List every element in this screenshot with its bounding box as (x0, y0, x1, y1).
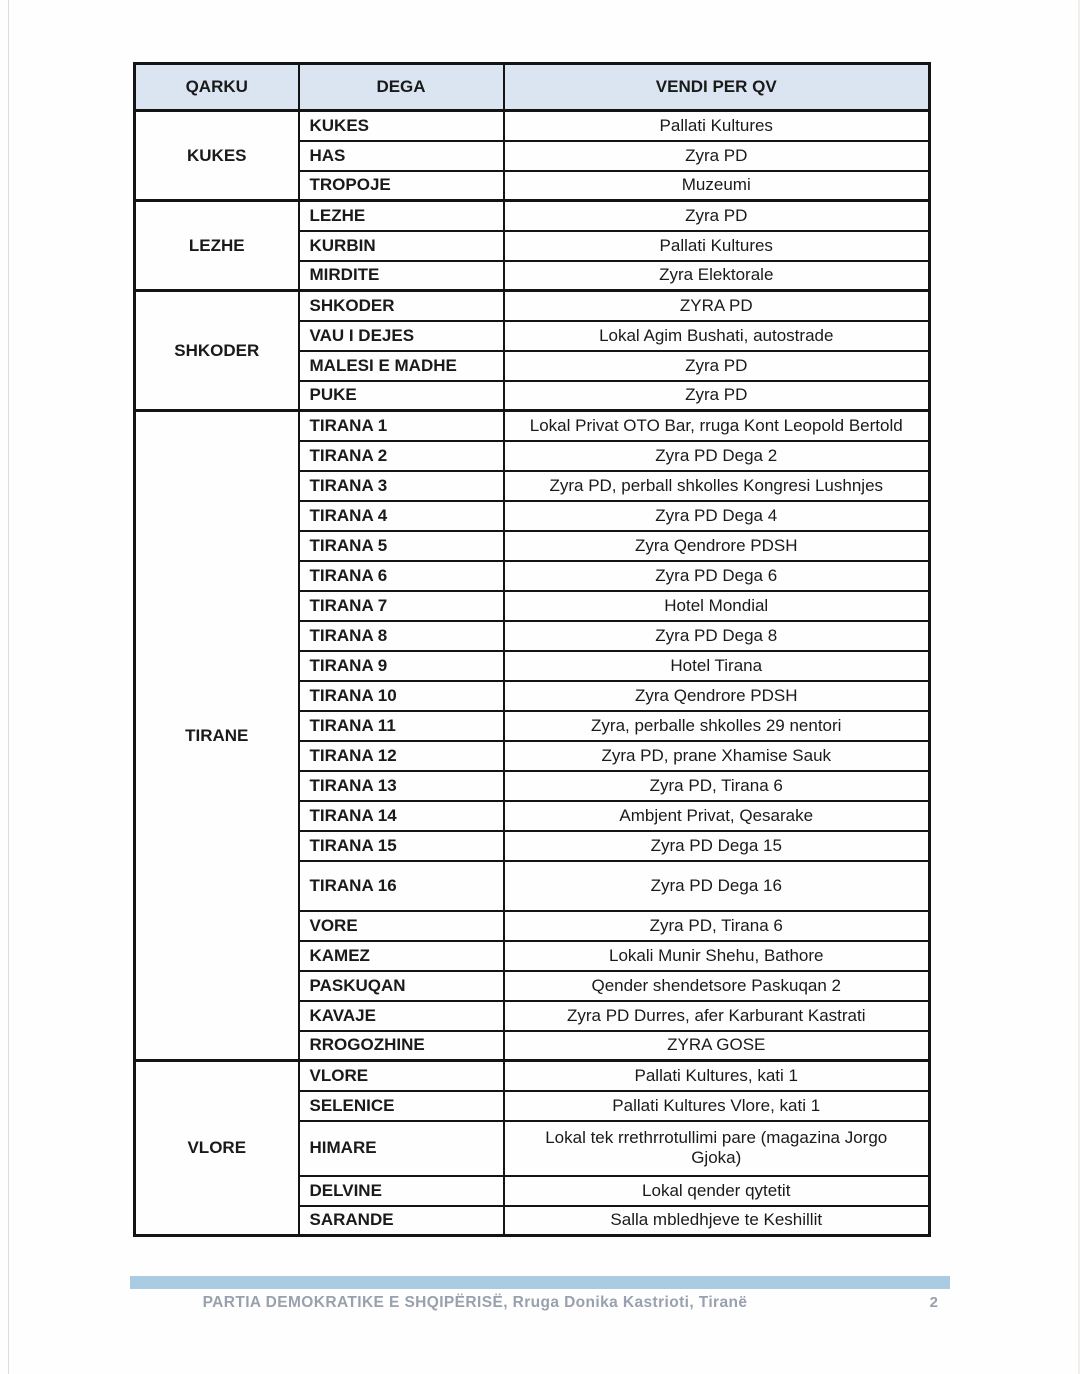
dega-cell: MALESI E MADHE (299, 351, 504, 381)
vendi-cell: Hotel Mondial (504, 591, 930, 621)
dega-cell: TIRANA 7 (299, 591, 504, 621)
qarku-cell: TIRANE (135, 411, 299, 1061)
dega-cell: KAVAJE (299, 1001, 504, 1031)
dega-cell: TIRANA 10 (299, 681, 504, 711)
vendi-cell: Lokali Munir Shehu, Bathore (504, 941, 930, 971)
dega-cell: TIRANA 2 (299, 441, 504, 471)
vendi-cell: Pallati Kultures (504, 231, 930, 261)
vendi-cell: Zyra PD Durres, afer Karburant Kastrati (504, 1001, 930, 1031)
dega-cell: HAS (299, 141, 504, 171)
vendi-cell: Pallati Kultures (504, 111, 930, 141)
table-row (135, 201, 930, 231)
dega-cell: VAU I DEJES (299, 321, 504, 351)
vendi-cell: Zyra PD Dega 4 (504, 501, 930, 531)
dega-cell: SELENICE (299, 1091, 504, 1121)
footer-divider-bar (130, 1276, 950, 1289)
qarku-cell: KUKES (135, 111, 299, 201)
dega-cell: KAMEZ (299, 941, 504, 971)
dega-cell: TROPOJE (299, 171, 504, 201)
voting-locations-table (133, 62, 931, 1237)
vendi-cell: Qender shendetsore Paskuqan 2 (504, 971, 930, 1001)
column-header-qarku: QARKU (135, 64, 299, 111)
vendi-cell: Zyra PD Dega 16 (504, 861, 930, 911)
table-row (135, 1061, 930, 1091)
vendi-cell: Zyra Qendrore PDSH (504, 681, 930, 711)
vendi-cell: Zyra PD, prane Xhamise Sauk (504, 741, 930, 771)
dega-cell: TIRANA 14 (299, 801, 504, 831)
vendi-cell: Zyra PD Dega 8 (504, 621, 930, 651)
dega-cell: SARANDE (299, 1206, 504, 1236)
dega-cell: MIRDITE (299, 261, 504, 291)
vendi-cell: Lokal qender qytetit (504, 1176, 930, 1206)
dega-cell: LEZHE (299, 201, 504, 231)
qarku-cell: VLORE (135, 1061, 299, 1236)
dega-cell: TIRANA 15 (299, 831, 504, 861)
footer (130, 1294, 950, 1318)
qarku-cell: SHKODER (135, 291, 299, 411)
vendi-cell: Zyra PD, Tirana 6 (504, 911, 930, 941)
vendi-cell: Zyra PD Dega 2 (504, 441, 930, 471)
vendi-cell: Zyra PD, Tirana 6 (504, 771, 930, 801)
dega-cell: TIRANA 9 (299, 651, 504, 681)
dega-cell: DELVINE (299, 1176, 504, 1206)
dega-cell: TIRANA 3 (299, 471, 504, 501)
dega-cell: TIRANA 16 (299, 861, 504, 911)
dega-cell: VORE (299, 911, 504, 941)
vendi-cell: Zyra PD Dega 6 (504, 561, 930, 591)
dega-cell: PASKUQAN (299, 971, 504, 1001)
dega-cell: TIRANA 13 (299, 771, 504, 801)
dega-cell: TIRANA 6 (299, 561, 504, 591)
table-row (135, 291, 930, 321)
dega-cell: TIRANA 5 (299, 531, 504, 561)
vendi-cell: Pallati Kultures, kati 1 (504, 1061, 930, 1091)
dega-cell: KUKES (299, 111, 504, 141)
vendi-cell: ZYRA GOSE (504, 1031, 930, 1061)
vendi-cell: Zyra PD (504, 381, 930, 411)
vendi-cell: Salla mbledhjeve te Keshillit (504, 1206, 930, 1236)
page-number: 2 (929, 1294, 938, 1311)
footer-text: PARTIA DEMOKRATIKE E SHQIPËRISË, Rruga Donika Kastrioti, Tiranë (202, 1294, 748, 1311)
dega-cell: TIRANA 4 (299, 501, 504, 531)
vendi-cell: Ambjent Privat, Qesarake (504, 801, 930, 831)
table-row (135, 411, 930, 441)
vendi-cell: Zyra PD (504, 141, 930, 171)
dega-cell: TIRANA 1 (299, 411, 504, 441)
table-row (135, 111, 930, 141)
column-header-vendi: VENDI PER QV (504, 64, 930, 111)
qarku-cell: LEZHE (135, 201, 299, 291)
vendi-cell: Zyra PD (504, 351, 930, 381)
vendi-cell: Zyra Elektorale (504, 261, 930, 291)
dega-cell: KURBIN (299, 231, 504, 261)
dega-cell: TIRANA 11 (299, 711, 504, 741)
vendi-cell: Zyra PD (504, 201, 930, 231)
vendi-cell: ZYRA PD (504, 291, 930, 321)
vendi-cell: Lokal Privat OTO Bar, rruga Kont Leopold Bertold (504, 411, 930, 441)
vendi-cell: Zyra PD, perball shkolles Kongresi Lushnjes (504, 471, 930, 501)
vendi-cell: Zyra, perballe shkolles 29 nentori (504, 711, 930, 741)
vendi-cell: Zyra Qendrore PDSH (504, 531, 930, 561)
dega-cell: VLORE (299, 1061, 504, 1091)
dega-cell: TIRANA 8 (299, 621, 504, 651)
vendi-cell: Pallati Kultures Vlore, kati 1 (504, 1091, 930, 1121)
dega-cell: TIRANA 12 (299, 741, 504, 771)
dega-cell: PUKE (299, 381, 504, 411)
vendi-cell: Zyra PD Dega 15 (504, 831, 930, 861)
table-header-row (135, 64, 930, 111)
vendi-cell: Lokal tek rrethrrotullimi pare (magazina Jorgo Gjoka) (504, 1121, 930, 1176)
vendi-cell: Lokal Agim Bushati, autostrade (504, 321, 930, 351)
column-header-dega: DEGA (299, 64, 504, 111)
vendi-cell: Hotel Tirana (504, 651, 930, 681)
dega-cell: SHKODER (299, 291, 504, 321)
dega-cell: RROGOZHINE (299, 1031, 504, 1061)
vendi-cell: Muzeumi (504, 171, 930, 201)
dega-cell: HIMARE (299, 1121, 504, 1176)
